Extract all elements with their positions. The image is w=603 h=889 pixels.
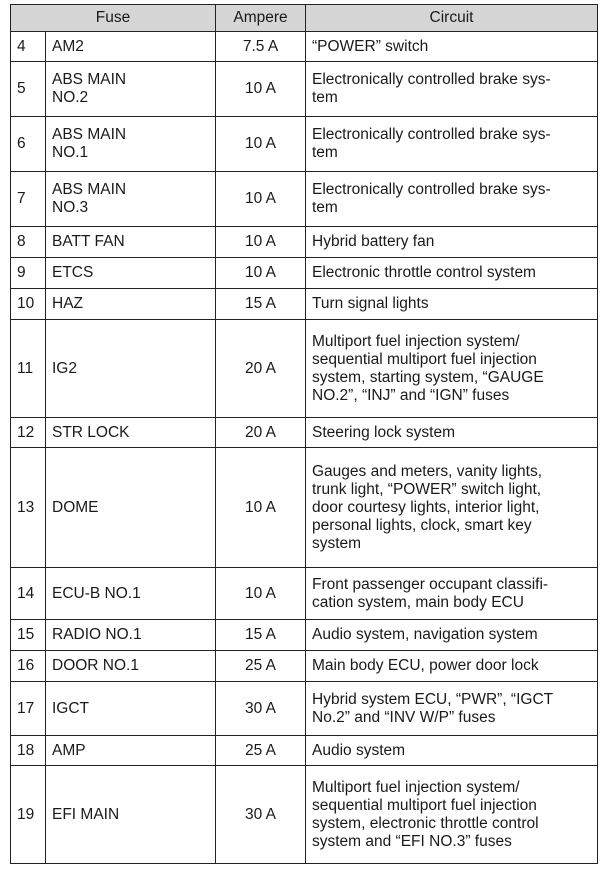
table-row — [11, 289, 598, 320]
table-row — [11, 766, 598, 864]
fuse-name-cell — [46, 320, 216, 418]
circuit-cell — [306, 289, 598, 320]
fuse-name-line: ABS MAIN — [52, 181, 127, 198]
circuit-line: Main body ECU, power door lock — [312, 657, 539, 674]
fuse-name-line: RADIO NO.1 — [52, 626, 142, 643]
circuit-cell — [306, 682, 598, 736]
circuit-cell — [306, 620, 598, 651]
fuse-number: 13 — [11, 448, 46, 568]
fuse-number: 15 — [11, 620, 46, 651]
table-row — [11, 62, 598, 117]
fuse-name-line: NO.3 — [52, 199, 89, 216]
fuse-name-cell — [46, 448, 216, 568]
fuse-name-line: IG2 — [52, 359, 77, 377]
fuse-name-line: AMP — [52, 741, 86, 759]
ampere-value: 10 A — [216, 568, 306, 620]
circuit-cell — [306, 766, 598, 864]
circuit-line: Hybrid system ECU, “PWR”, “IGCT — [312, 690, 554, 708]
table-row — [11, 418, 598, 448]
fuse-name-line: DOME — [52, 498, 99, 516]
circuit-line: Turn signal lights — [312, 295, 429, 312]
circuit-cell — [306, 320, 598, 418]
table-row — [11, 448, 598, 568]
table-row — [11, 620, 598, 651]
fuse-number: 9 — [11, 258, 46, 289]
fuse-name-line: ECU-B NO.1 — [52, 584, 141, 602]
circuit-line: Gauges and meters, vanity lights, — [312, 462, 543, 480]
ampere-value: 30 A — [216, 682, 306, 736]
header-ampere: Ampere — [216, 5, 306, 32]
fuse-number: 5 — [11, 62, 46, 117]
fuse-name-cell — [46, 766, 216, 864]
circuit-line: system — [312, 534, 362, 552]
fuse-name-cell — [46, 62, 216, 117]
circuit-line: sequential multiport fuel injection — [312, 796, 537, 814]
circuit-line: Hybrid battery fan — [312, 233, 435, 250]
fuse-name-line: ABS MAIN — [52, 126, 127, 143]
circuit-line: Front passenger occupant classifi- — [312, 575, 549, 593]
fuse-table-body — [11, 32, 598, 864]
fuse-name-cell — [46, 736, 216, 766]
circuit-line: door courtesy lights, interior light, — [312, 498, 540, 516]
table-row — [11, 117, 598, 172]
header-row — [11, 5, 598, 32]
circuit-cell — [306, 32, 598, 62]
ampere-value: 10 A — [216, 172, 306, 227]
fuse-name-cell — [46, 117, 216, 172]
table-row — [11, 568, 598, 620]
circuit-line: Multiport fuel injection system/ — [312, 332, 520, 350]
circuit-line: personal lights, clock, smart key — [312, 516, 532, 534]
ampere-value: 20 A — [216, 320, 306, 418]
fuse-name-line: STR LOCK — [52, 423, 130, 441]
circuit-line: tem — [312, 144, 338, 161]
fuse-number: 16 — [11, 651, 46, 682]
fuse-name-line: DOOR NO.1 — [52, 657, 139, 674]
circuit-line: No.2” and “INV W/P” fuses — [312, 708, 496, 726]
fuse-number: 14 — [11, 568, 46, 620]
circuit-cell — [306, 736, 598, 766]
ampere-value: 10 A — [216, 448, 306, 568]
header-circuit: Circuit — [306, 5, 598, 32]
ampere-value: 20 A — [216, 418, 306, 448]
circuit-cell — [306, 568, 598, 620]
ampere-value: 25 A — [216, 736, 306, 766]
ampere-value: 30 A — [216, 766, 306, 864]
circuit-line: Electronically controlled brake sys- — [312, 181, 551, 198]
circuit-line: Steering lock system — [312, 423, 455, 441]
circuit-cell — [306, 172, 598, 227]
fuse-number: 17 — [11, 682, 46, 736]
circuit-cell — [306, 418, 598, 448]
circuit-line: “POWER” switch — [312, 37, 429, 55]
fuse-name-line: NO.2 — [52, 89, 89, 106]
circuit-line: Electronically controlled brake sys- — [312, 126, 551, 143]
fuse-name-line: EFI MAIN — [52, 805, 120, 823]
fuse-name-cell — [46, 289, 216, 320]
table-row — [11, 32, 598, 62]
ampere-value: 10 A — [216, 62, 306, 117]
circuit-line: Audio system — [312, 741, 406, 759]
fuse-name-cell — [46, 682, 216, 736]
fuse-number: 8 — [11, 227, 46, 258]
fuse-name-line: NO.1 — [52, 144, 89, 161]
fuse-name-line: AM2 — [52, 37, 84, 55]
circuit-cell — [306, 117, 598, 172]
header-fuse: Fuse — [11, 5, 216, 32]
fuse-name-line: BATT FAN — [52, 233, 125, 250]
fuse-name-cell — [46, 568, 216, 620]
ampere-value: 7.5 A — [216, 32, 306, 62]
circuit-cell — [306, 651, 598, 682]
fuse-number: 12 — [11, 418, 46, 448]
circuit-line: tem — [312, 89, 338, 106]
fuse-name-cell — [46, 418, 216, 448]
circuit-line: Multiport fuel injection system/ — [312, 778, 520, 796]
fuse-number: 18 — [11, 736, 46, 766]
fuse-name-line: HAZ — [52, 295, 83, 312]
circuit-line: NO.2”, “INJ” and “IGN” fuses — [312, 386, 510, 404]
circuit-line: trunk light, “POWER” switch light, — [312, 480, 542, 498]
ampere-value: 15 A — [216, 620, 306, 651]
ampere-value: 25 A — [216, 651, 306, 682]
table-row — [11, 651, 598, 682]
fuse-number: 10 — [11, 289, 46, 320]
fuse-number: 4 — [11, 32, 46, 62]
table-row — [11, 227, 598, 258]
circuit-cell — [306, 62, 598, 117]
circuit-line: tem — [312, 199, 338, 216]
fuse-table — [10, 4, 598, 864]
fuse-name-cell — [46, 172, 216, 227]
fuse-name-cell — [46, 227, 216, 258]
fuse-name-cell — [46, 651, 216, 682]
circuit-line: Electronically controlled brake sys- — [312, 71, 551, 88]
table-row — [11, 736, 598, 766]
fuse-number: 6 — [11, 117, 46, 172]
fuse-number: 11 — [11, 320, 46, 418]
fuse-name-line: ABS MAIN — [52, 71, 127, 88]
fuse-name-line: ETCS — [52, 264, 94, 281]
fuse-number: 19 — [11, 766, 46, 864]
ampere-value: 10 A — [216, 258, 306, 289]
circuit-line: Electronic throttle control system — [312, 264, 536, 281]
fuse-name-cell — [46, 32, 216, 62]
fuse-number: 7 — [11, 172, 46, 227]
circuit-line: system and “EFI NO.3” fuses — [312, 832, 512, 850]
fuse-name-line: IGCT — [52, 699, 90, 717]
circuit-line: system, starting system, “GAUGE — [312, 368, 544, 386]
ampere-value: 15 A — [216, 289, 306, 320]
circuit-line: Audio system, navigation system — [312, 626, 538, 643]
ampere-value: 10 A — [216, 227, 306, 258]
circuit-line: cation system, main body ECU — [312, 593, 524, 611]
circuit-line: sequential multiport fuel injection — [312, 350, 537, 368]
circuit-cell — [306, 448, 598, 568]
circuit-cell — [306, 227, 598, 258]
table-row — [11, 172, 598, 227]
circuit-line: system, electronic throttle control — [312, 814, 539, 832]
fuse-name-cell — [46, 258, 216, 289]
table-row — [11, 258, 598, 289]
table-row — [11, 320, 598, 418]
circuit-cell — [306, 258, 598, 289]
fuse-name-cell — [46, 620, 216, 651]
ampere-value: 10 A — [216, 117, 306, 172]
table-row — [11, 682, 598, 736]
